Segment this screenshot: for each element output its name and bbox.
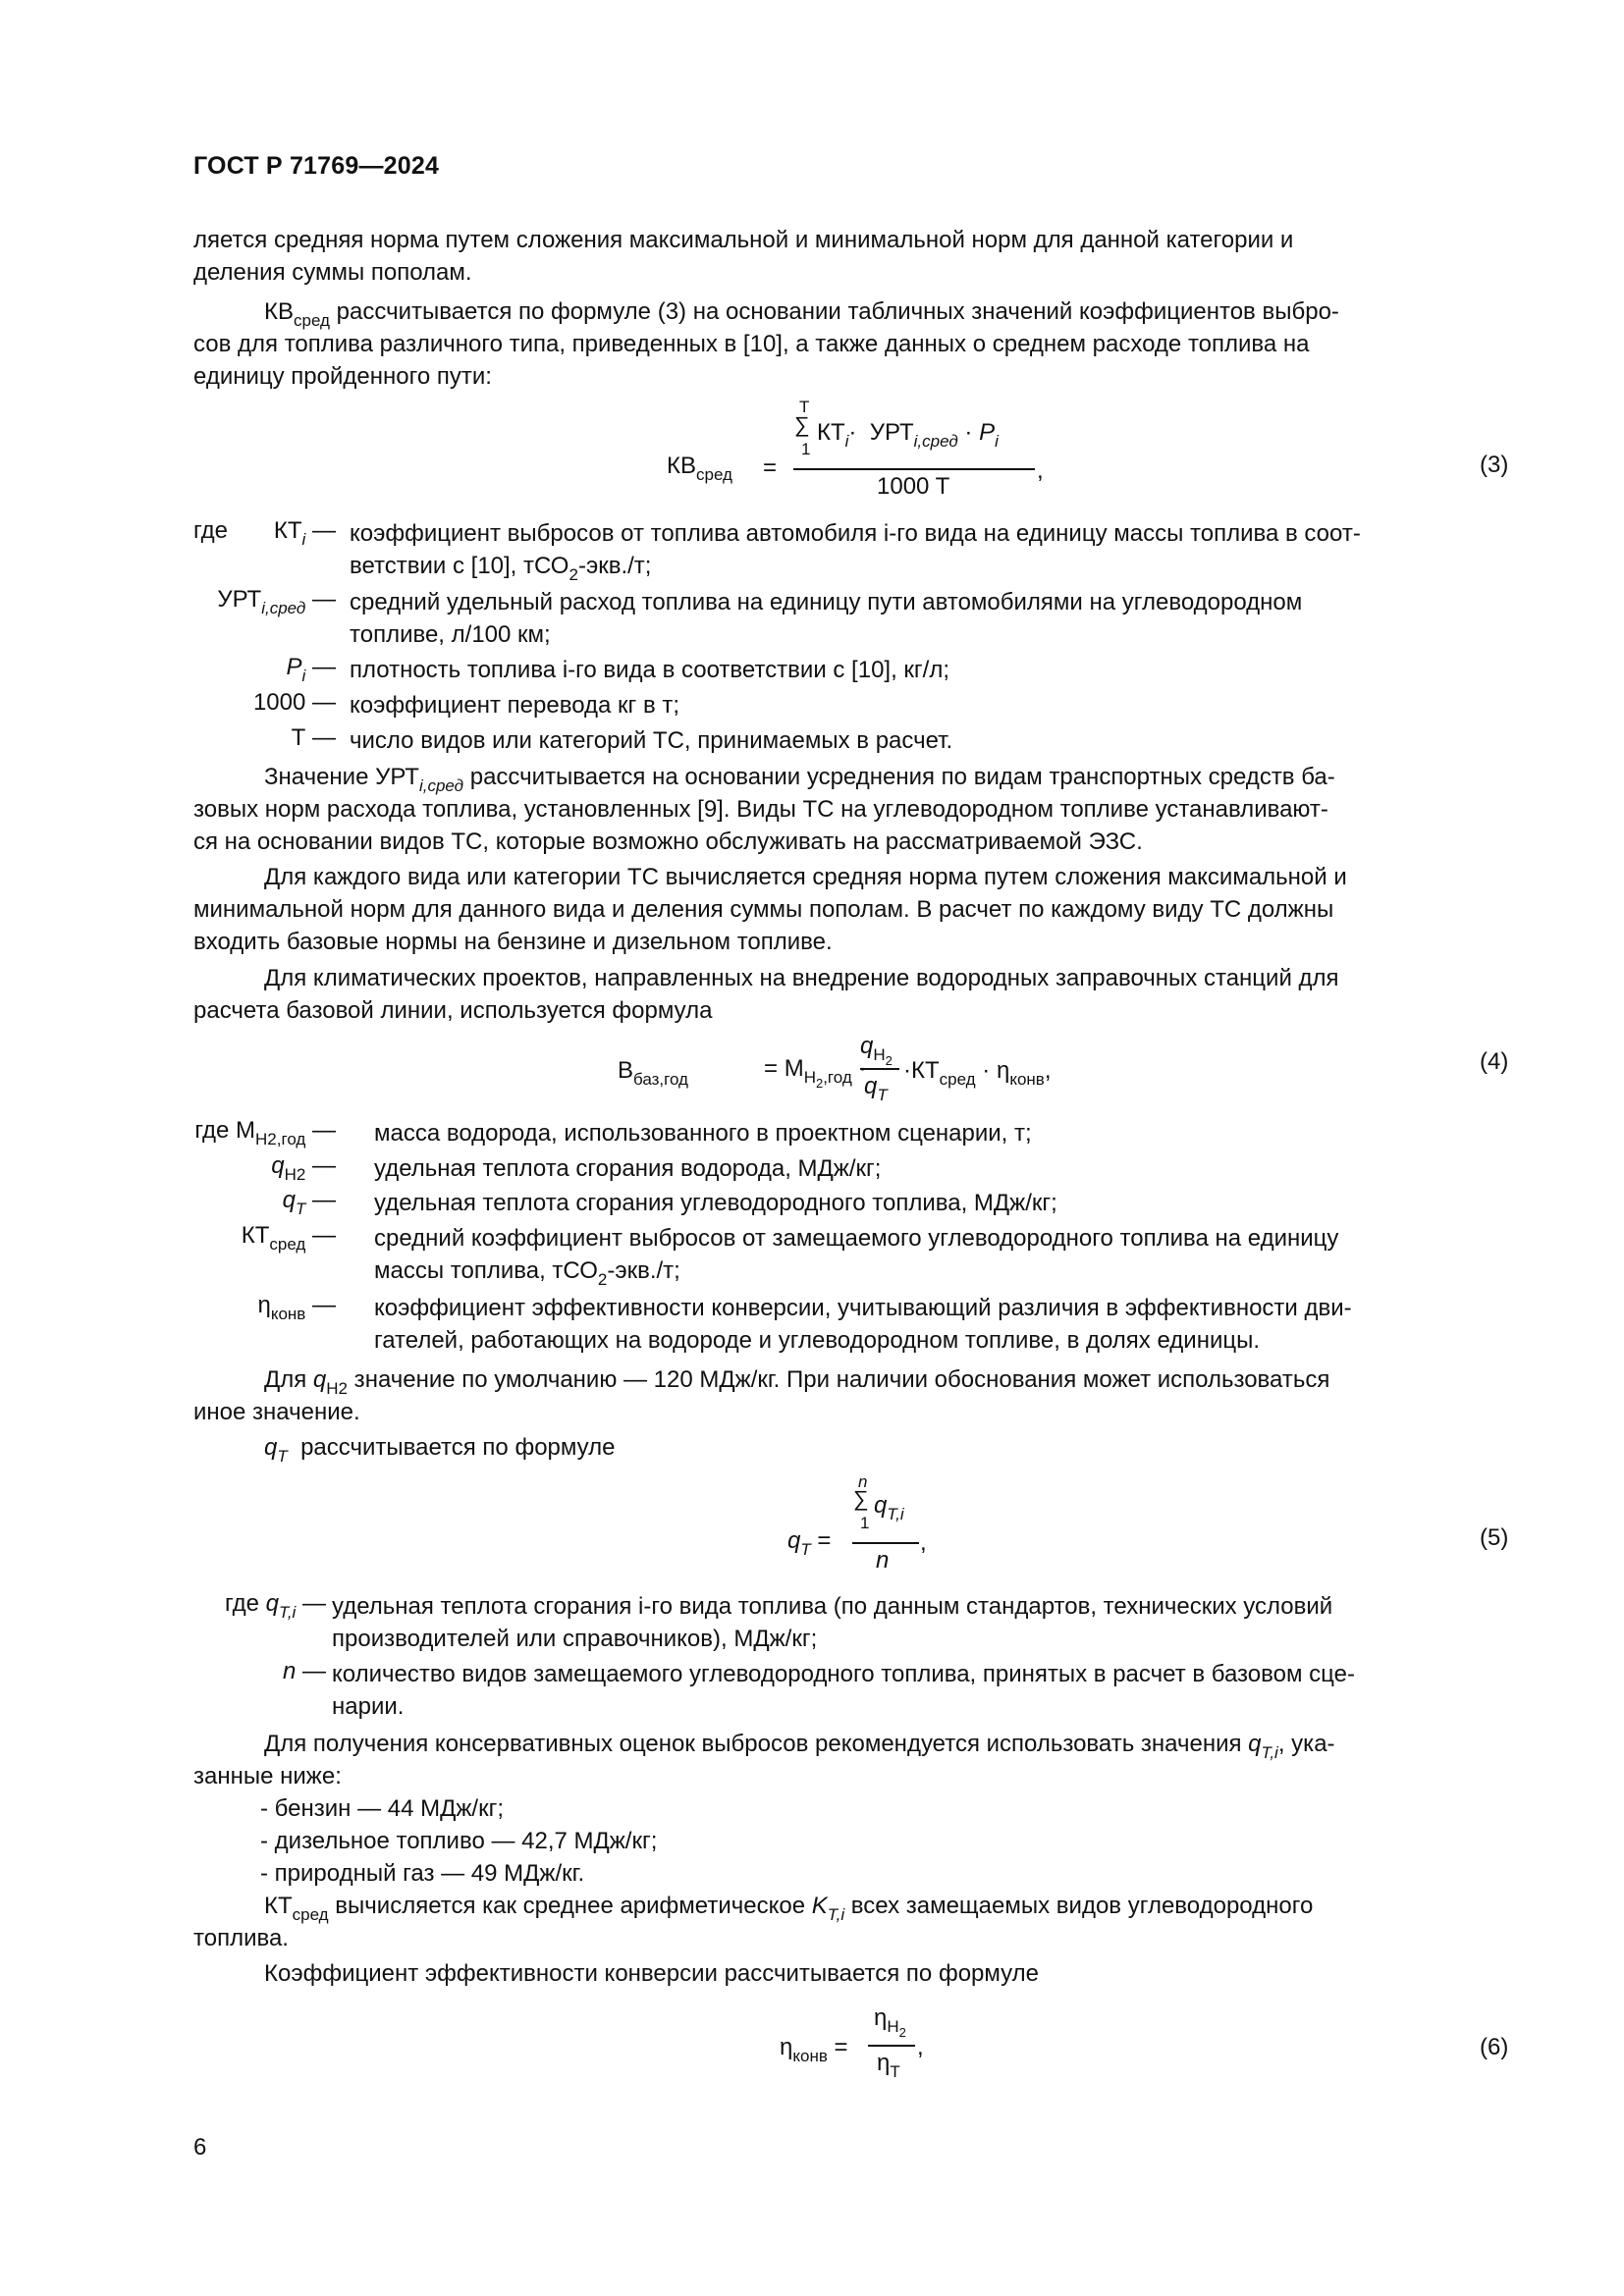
def-body-1000: коэффициент перевода кг в т; (350, 692, 680, 719)
def-term-kt: $КТ_i$ — (273, 517, 336, 549)
eq3-numerator: $КТ_i\cdot УРТ_{i,сред} \cdot P_i$ (817, 419, 999, 451)
eq5-fraction-bar (852, 1542, 919, 1544)
def-body-kt: коэффициент выбросов от топлива автомобиля i-го вида на единицу массы топлива в соот- ветствии с [10], тСО$_2$-экв./т; (350, 520, 1361, 584)
def-term-qh2: $q_{H2}$ — (271, 1152, 336, 1184)
eq4-rhs-kt: $\cdot КТ_{сред} \cdot \eta_{конв}$, (903, 1057, 1052, 1089)
def-body-n: количество видов замещаемого углеводородного топлива, принятых в расчет в базовом сце- нарии. (332, 1661, 1355, 1720)
eq4-fraction-bar (860, 1068, 899, 1070)
eq4-frac-top: $q_{H_2}$ (860, 1033, 893, 1068)
text-span: рассчитывается по формуле (3) на основании табличных значений коэффициентов выбро- (329, 298, 1339, 325)
text-line: сов для топлива различного типа, приведенных в [10], а также данных о среднем расходе топлива на (193, 331, 1310, 357)
eq3-fraction-bar (793, 468, 1035, 470)
where-label: где (193, 517, 229, 544)
text-line: минимальной норм для данного вида и деления суммы пополам. В расчет по каждому виду ТС должны (193, 896, 1334, 923)
eq5-denominator: n (876, 1547, 890, 1574)
eq5-numerator: $q_{T,i}$ (874, 1492, 904, 1523)
eq3-sum-bottom: 1 (801, 440, 811, 458)
def-term-n: n — (282, 1658, 326, 1684)
eq5-sum-symbol: ∑ (853, 1486, 869, 1511)
list-item: - дизельное топливо — 42,7 МДж/кг; (260, 1828, 658, 1854)
eq6-fraction-bar (868, 2045, 915, 2047)
text-line: деления суммы пополам. (193, 259, 472, 286)
paragraph-qh2-cont (193, 1396, 1511, 1428)
list-item: - природный газ — 49 МДж/кг. (260, 1860, 585, 1887)
eq5-sum-top: n (858, 1472, 868, 1491)
paragraph-kv-intro (193, 295, 1511, 330)
list-item: - бензин — 44 МДж/кг; (260, 1795, 504, 1822)
text-line: Для климатических проектов, направленных на внедрение водородных заправочных станций для (264, 965, 1339, 991)
def-term-mh2: где $M_{H2,год}$ — (194, 1117, 336, 1148)
paragraph-conversion (193, 1957, 1511, 1990)
eq5-lhs: $q_T$ = (787, 1527, 832, 1559)
def-term-t: Т — (291, 724, 336, 751)
text-line: Коэффициент эффективности конверсии рассчитывается по формуле (264, 1960, 1039, 1987)
def-body-kt-sred: средний коэффициент выбросов от замещаемого углеводородного топлива на единицу массы топлива, тСО$_2$-экв./т; (374, 1225, 1339, 1289)
def-body-t: число видов или категорий ТС, принимаемых в расчет. (350, 727, 953, 754)
paragraph-kv-cont (193, 328, 1511, 393)
text-line: единицу пройденного пути: (193, 363, 492, 390)
text-line: Для каждого вида или категории ТС вычисляется средняя норма путем сложения максимальной и (264, 864, 1347, 890)
def-term-qti: где $q_{T,i}$ — (224, 1590, 326, 1622)
def-body-eta: коэффициент эффективности конверсии, учитывающий различия в эффективности дви- гателей, работающих на водороде и углеводородном топливе, в долях единицы. (374, 1295, 1352, 1354)
eq4-frac-bottom: $q_T$ (864, 1073, 888, 1104)
def-term-1000: 1000 — (252, 689, 336, 716)
eq3-sum-symbol: ∑ (794, 412, 810, 437)
text-line: входить базовые нормы на бензине и дизельном топливе. (193, 929, 833, 955)
kv-subscript: сред (294, 311, 330, 330)
eq3-sum-top: T (799, 398, 810, 416)
text-line: расчета базовой линии, используется формула (193, 997, 713, 1024)
def-term-kt-sred: $КТ_{сред}$ — (241, 1222, 336, 1254)
equation-number-6: (6) (1480, 2034, 1509, 2060)
text-line: занные ниже: (193, 1763, 342, 1789)
fuel-values-list (260, 1792, 1511, 1890)
def-body-mh2: масса водорода, использованного в проектном сценарии, т; (374, 1120, 1032, 1147)
eq6-denominator: $\eta_T$ (877, 2050, 900, 2081)
paragraph-qt-intro: $q_T$ рассчитывается по формуле (264, 1434, 616, 1466)
text-line: иное значение. (193, 1399, 360, 1425)
paragraph-continuation (193, 224, 1511, 289)
text-line: топлива. (193, 1925, 289, 1951)
eq6-numerator: $\eta_{H_2}$ (874, 2004, 906, 2040)
paragraph-urt-cont (193, 793, 1511, 858)
paragraph-conservative: Для получения консервативных оценок выбросов рекомендуется использовать значения $q_{T,i}$, ука- (264, 1731, 1335, 1762)
eq4-rhs-mass: = $M_{H_2,год}$ (764, 1055, 852, 1091)
paragraph-urt: Значение $УРТ_{i,сред}$ рассчитывается на основании усреднения по видам транспортных средств ба- (264, 764, 1335, 795)
def-body-qh2: удельная теплота сгорания водорода, МДж/кг; (374, 1155, 882, 1182)
eq3-equals: = (763, 454, 778, 481)
paragraph-qh2-default: Для $q_{H2}$ значение по умолчанию — 120 МДж/кг. При наличии обоснования может использоваться (264, 1366, 1330, 1398)
equation-number-5: (5) (1480, 1524, 1509, 1551)
paragraph-hydrogen (193, 962, 1511, 1027)
def-body-p: плотность топлива i-го вида в соответствии с [10], кг/л; (350, 657, 950, 683)
text-line: зовых норм расхода топлива, установленных [9]. Виды ТС на углеводородном топливе устанавливают- (193, 796, 1328, 823)
def-term-qt: $q_T$ — (282, 1187, 336, 1218)
equation-number-4: (4) (1480, 1048, 1509, 1075)
def-term-eta: $\eta_{конв}$ — (257, 1292, 336, 1323)
text-line: ся на основании видов ТС, которые возможно обслуживать на рассматриваемой ЭЗС. (193, 828, 1143, 855)
eq3-lhs: $КВ_{сред}$ (667, 453, 732, 484)
def-body-urt: средний удельный расход топлива на единицу пути автомобилями на углеводородном топливе, л/100 км; (350, 589, 1303, 648)
document-header: ГОСТ Р 71769—2024 (193, 152, 440, 180)
paragraph-kt-sred-cont (193, 1922, 1511, 1954)
paragraph-conservative-cont (193, 1760, 1511, 1792)
def-term-urt: $УРТ_{i,сред}$ — (217, 586, 336, 617)
def-body-qt: удельная теплота сгорания углеводородного топлива, МДж/кг; (374, 1190, 1057, 1216)
eq6-comma: , (917, 2034, 924, 2060)
eq3-comma: , (1037, 457, 1044, 484)
eq6-lhs: $\eta_{конв}$ = (780, 2034, 848, 2065)
page-number: 6 (193, 2134, 207, 2161)
eq5-sum-bottom: 1 (860, 1514, 870, 1532)
equation-number-3: (3) (1480, 452, 1509, 478)
def-term-p: $P_i$ — (286, 654, 336, 685)
kv-symbol: КВ (264, 298, 294, 325)
text-line: ляется средняя норма путем сложения максимальной и минимальной норм для данной категории и (193, 227, 1294, 253)
eq4-lhs: $B_{баз,год}$ (618, 1057, 688, 1089)
eq5-comma: , (920, 1529, 927, 1556)
def-body-qti: удельная теплота сгорания i-го вида топлива (по данным стандартов, технических условий производителей или справочников), МДж/кг; (332, 1593, 1333, 1652)
eq3-denominator: 1000 T (877, 473, 950, 500)
paragraph-kt-sred: $КТ_{сред}$ вычисляется как среднее арифметическое $K_{T,i}$ всех замещаемых видов углеводородного (264, 1893, 1314, 1924)
paragraph-categories (193, 861, 1511, 958)
